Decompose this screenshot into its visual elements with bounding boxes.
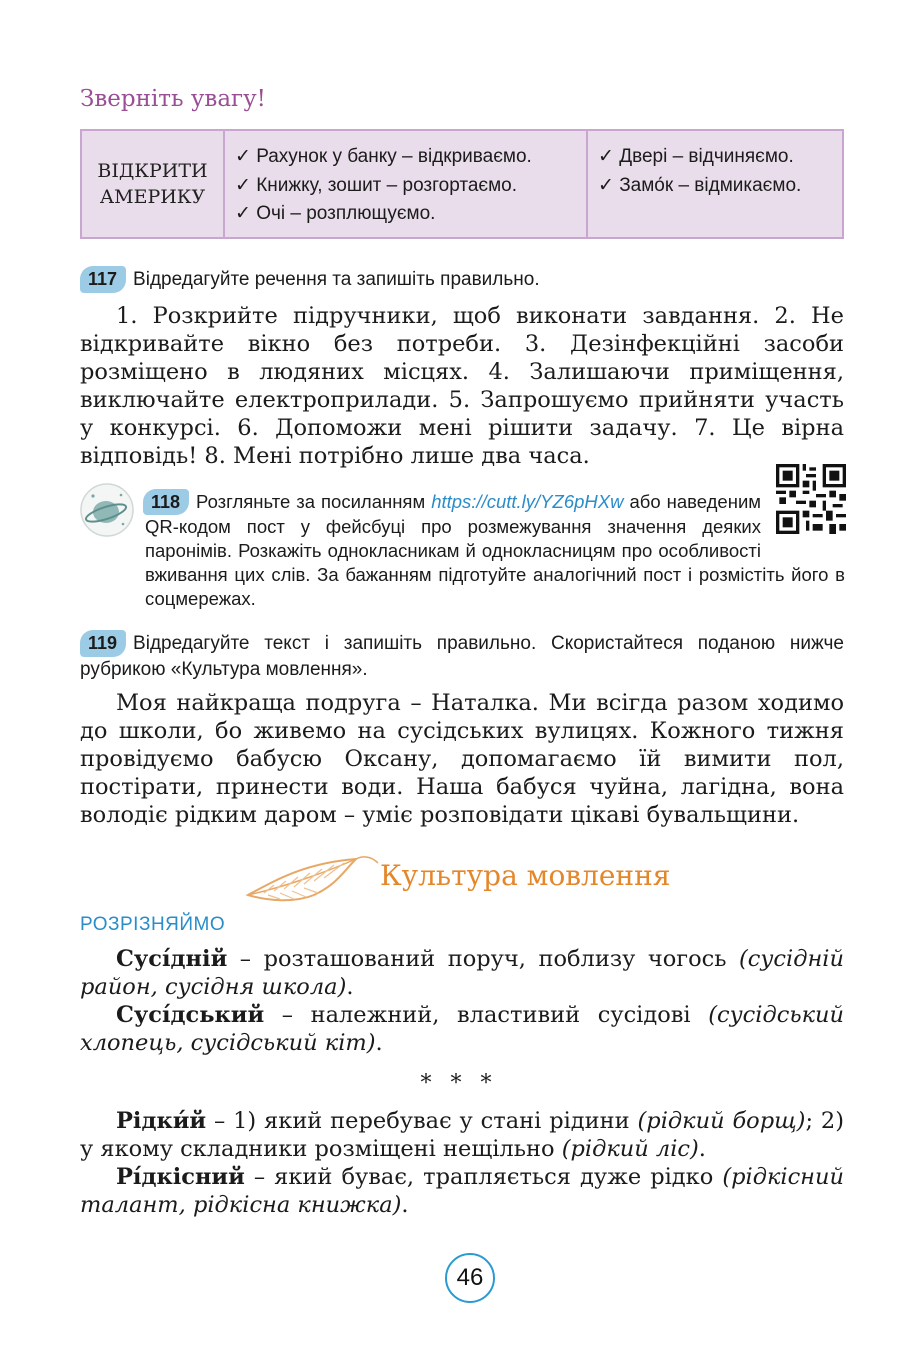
exercise-number: 118: [143, 489, 189, 515]
exercise-118-text-before: Розгляньте за посиланням: [196, 491, 432, 512]
exercise-118-text-after: або наведеним QR-кодом пост у фейсбуці про розмежування значення деяких паронімів. Розкажіть однокласникам й однокласницям про особливості вживання цих слів. За бажанням підготуйте аналогічний пост і розмістіть його в соцмережах.: [145, 491, 845, 609]
table-col-doors: [588, 131, 842, 237]
definition-text: ; 2) у якому складники розміщені нещільно: [80, 1108, 844, 1162]
separator-stars: * * *: [420, 1071, 498, 1096]
definition-example: (рідкий борщ): [637, 1108, 806, 1134]
exercise-instruction: Відредагуйте текст і запишіть правильно. Скористайтеся поданою нижче рубрикою «Культура мовлення».: [80, 633, 844, 680]
definition-example: (сусідський хлопець, сусідський кіт): [80, 1002, 844, 1056]
exercise-117-text: 1. Розкрийте підручники, щоб виконати завдання. 2. Не відкривайте вікно без потреби. 3. Дезінфекційні засоби розміщено в людяних місцях. 4. Залишаючи приміщення, виключайте електроприлади. 5. Запрошуємо прийняти участь у конкурсі. 6. Допоможи мені рішити задачу. 7. Це вірна відповідь! 8. Мені потрібно лише два часа.: [80, 303, 844, 469]
definition-2: Сусі́дський – належний, властивий сусідові (сусідський хлопець, сусідський кіт).: [80, 1002, 844, 1056]
table-item: ✓ Очі – розплющуємо.: [235, 203, 436, 224]
exercise-119-header: [80, 630, 844, 682]
definition-word: Рідки́й: [116, 1108, 207, 1134]
definition-word: Сусі́дній: [116, 946, 228, 972]
exercise-number: 119: [80, 630, 126, 657]
definition-text: – 1) який перебуває у стані рідини: [206, 1108, 638, 1134]
exercise-119-text: Моя найкраща подруга – Наталка. Ми всігда разом ходимо до школи, бо живемо на сусідських вулицях. Кожного тижня провідуємо бабусю Оксану, допомагаємо їй вимити пол, постірати, принести води. Наша бабуся чуйна, лагідна, вона володіє рідким даром – уміє розповідати цікаві бувальщини.: [80, 690, 844, 828]
definition-example: (рідкісний талант, рідкісна книжка): [80, 1164, 844, 1218]
table-item: ✓ Двері – відчиняємо.: [598, 146, 794, 167]
exercise-link[interactable]: https://cutt.ly/YZ6pHXw: [431, 491, 624, 512]
attention-heading: Зверніть увагу!: [80, 86, 266, 112]
table-col-open: [225, 131, 588, 237]
definition-4: Рі́дкісний – який буває, трапляється дуже рідко (рідкісний талант, рідкісна книжка).: [80, 1164, 844, 1218]
exercise-118: [145, 489, 845, 611]
table-item: ✓ Книжку, зошит – розгортаємо.: [235, 174, 518, 196]
exercise-instruction: Відредагуйте речення та запишіть правильно.: [133, 269, 540, 290]
exercise-number: 117: [80, 266, 126, 293]
rubric-label: РОЗРІЗНЯЙМО: [80, 914, 226, 935]
attention-table: [80, 129, 844, 239]
definition-word: Рі́дкісний: [116, 1164, 245, 1190]
definition-example: (сусідній район, сусідня школа): [80, 946, 844, 1000]
definition-text: – належний, властивий сусідові: [264, 1002, 709, 1028]
section-title: Культура мовлення: [380, 859, 671, 892]
definition-3: Рідки́й – 1) який перебуває у стані рідини (рідкий борщ); 2) у якому складники розміщені нещільно (рідкий ліс).: [80, 1108, 844, 1162]
qr-spacer: [761, 489, 845, 541]
exercise-117-header: [80, 266, 844, 293]
feather-icon: [244, 851, 382, 907]
page-number: 46: [445, 1253, 495, 1303]
planet-icon: [79, 482, 135, 538]
definition-1: Сусі́дній – розташований поруч, поблизу чогось (сусідній район, сусідня школа).: [80, 946, 844, 1000]
definition-text: – який буває, трапляється дуже рідко: [244, 1164, 723, 1190]
table-head-cell: ВІДКРИТИ АМЕРИКУ: [82, 131, 225, 237]
table-item: ✓ Замо́к – відмикаємо.: [598, 174, 802, 196]
definition-example: (рідкий ліс): [561, 1136, 699, 1162]
table-item: ✓ Рахунок у банку – відкриваємо.: [235, 146, 532, 167]
definition-text: – розташований поруч, поблизу чогось: [227, 946, 739, 972]
definition-word: Сусі́дський: [116, 1002, 265, 1028]
